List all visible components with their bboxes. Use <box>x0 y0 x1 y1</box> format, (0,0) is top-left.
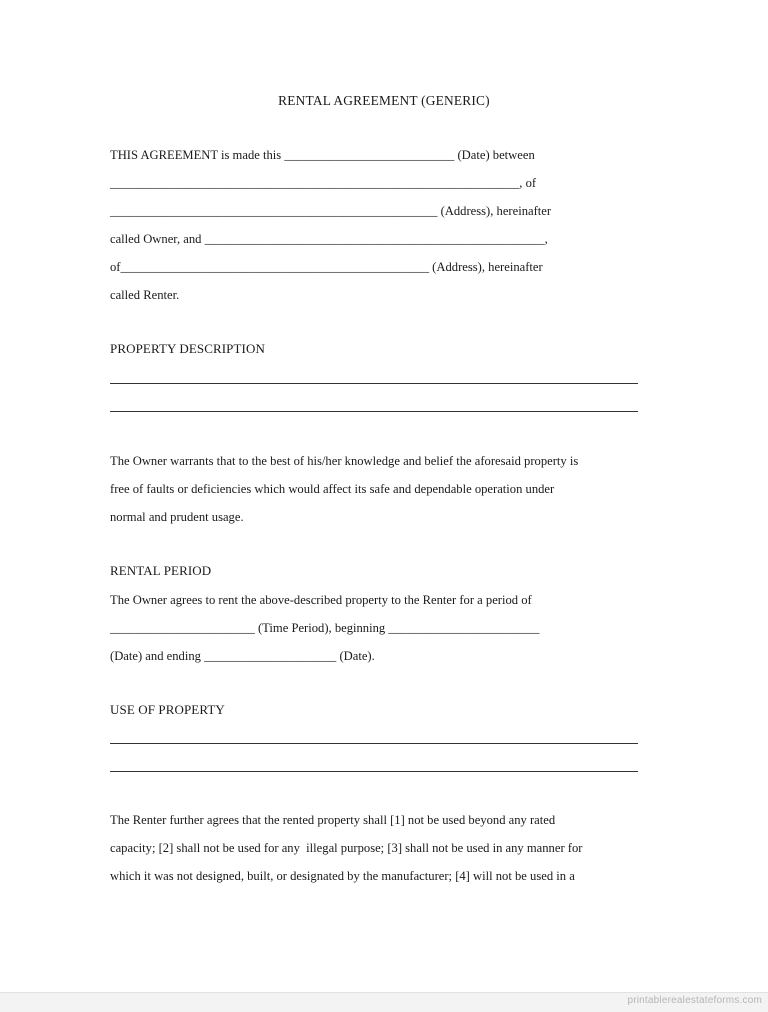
watermark: printablerealestateforms.com <box>627 995 762 1006</box>
property-description-blank-line-1 <box>110 383 638 384</box>
use-of-property-blank-line-1 <box>110 743 638 744</box>
use-of-property-line-3: which it was not designed, built, or designated by the manufacturer; [4] will not be used in a <box>110 869 575 883</box>
use-of-property-heading: USE OF PROPERTY <box>110 702 225 717</box>
parties-line-4: called Owner, and ______________________________________________________, <box>110 232 548 246</box>
rental-period-line-2: _______________________ (Time Period), beginning ________________________ <box>110 621 540 635</box>
rental-period-line-3: (Date) and ending _____________________ (Date). <box>110 649 375 663</box>
use-of-property-blank-line-2 <box>110 771 638 772</box>
parties-line-2: _________________________________________________________________, of <box>110 176 537 190</box>
parties-line-6: called Renter. <box>110 288 180 302</box>
use-of-property-line-2: capacity; [2] shall not be used for any illegal purpose; [3] shall not be used in any manner for <box>110 841 583 855</box>
rental-period-heading: RENTAL PERIOD <box>110 563 212 578</box>
property-description-blank-line-2 <box>110 411 638 412</box>
parties-line-1: THIS AGREEMENT is made this ___________________________ (Date) between <box>110 148 535 162</box>
parties-line-5: of_________________________________________________ (Address), hereinafter <box>110 260 543 274</box>
rental-period-line-1: The Owner agrees to rent the above-described property to the Renter for a period of <box>110 593 532 607</box>
property-description-heading: PROPERTY DESCRIPTION <box>110 341 265 356</box>
warranty-line-2: free of faults or deficiencies which would affect its safe and dependable operation under <box>110 482 555 496</box>
document-title: RENTAL AGREEMENT (GENERIC) <box>278 93 490 108</box>
warranty-line-1: The Owner warrants that to the best of his/her knowledge and belief the aforesaid property is <box>110 454 579 468</box>
warranty-line-3: normal and prudent usage. <box>110 510 244 524</box>
use-of-property-line-1: The Renter further agrees that the rented property shall [1] not be used beyond any rated <box>110 813 556 827</box>
parties-line-3: ____________________________________________________ (Address), hereinafter <box>110 204 552 218</box>
